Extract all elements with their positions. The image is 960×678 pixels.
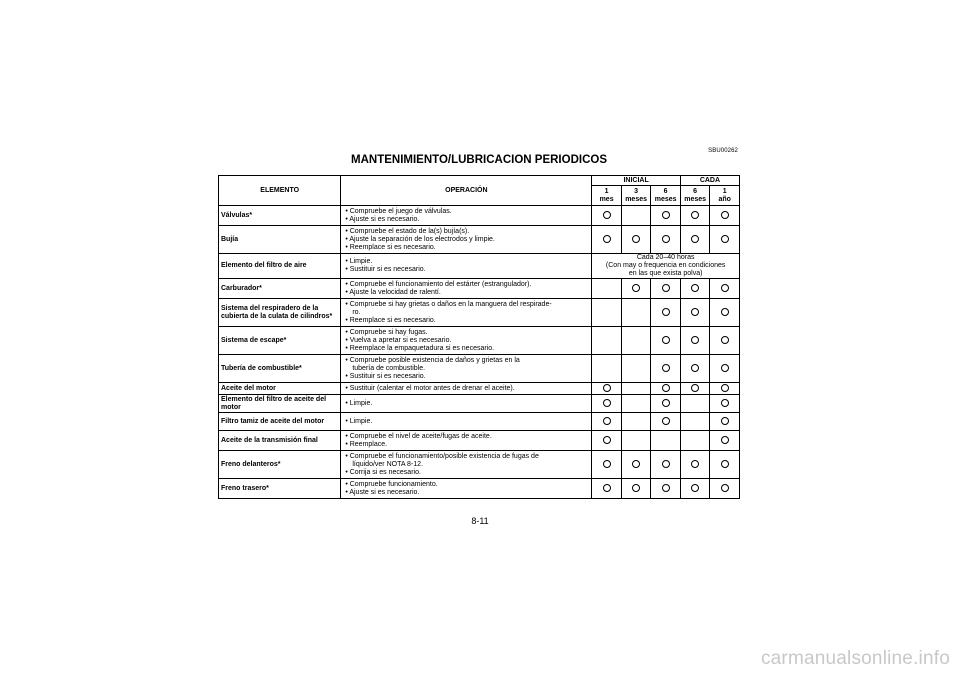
operation-line: • Reemplace si es necesario.: [345, 316, 436, 324]
table-row: [219, 479, 740, 499]
row-elemento: Elemento del filtro de aire: [219, 254, 341, 279]
schedule-cell: [651, 383, 681, 395]
schedule-cell: [651, 206, 681, 226]
row-operacion: [341, 327, 592, 355]
schedule-cell: [680, 299, 710, 327]
circle-icon: [721, 417, 729, 425]
schedule-cell: [621, 355, 651, 383]
header-period: [651, 186, 681, 206]
schedule-cell: [592, 299, 622, 327]
operation-line: • Corrija si es necesario.: [345, 468, 421, 476]
schedule-cell: [621, 299, 651, 327]
schedule-cell: [651, 327, 681, 355]
period-number: 6: [663, 187, 668, 195]
schedule-cell: [710, 206, 740, 226]
circle-icon: [632, 284, 640, 292]
table-row: [219, 299, 740, 327]
circle-icon: [691, 384, 699, 392]
schedule-cell: [680, 451, 710, 479]
operation-line: • Compruebe el juego de válvulas.: [345, 207, 452, 215]
operation-line: • Reemplace la empaquetadura si es necesario.: [345, 344, 495, 352]
row-operacion: [341, 431, 592, 451]
table-body: [219, 206, 740, 499]
operation-line: • Limpie.: [345, 399, 373, 407]
schedule-cell: [621, 279, 651, 299]
circle-icon: [662, 308, 670, 316]
schedule-cell: [651, 479, 681, 499]
table-row: [219, 206, 740, 226]
header-inicial: INICIAL: [592, 176, 681, 186]
schedule-cell: [680, 431, 710, 451]
schedule-cell: [710, 327, 740, 355]
row-operacion: [341, 413, 592, 431]
operation-line: • Reemplace si es necesario.: [345, 243, 436, 251]
row-elemento: Aceite del motor: [219, 383, 341, 395]
circle-icon: [721, 308, 729, 316]
schedule-cell: [651, 279, 681, 299]
operation-line: • Ajuste si es necesario.: [345, 215, 420, 223]
schedule-cell: [710, 355, 740, 383]
schedule-cell: [621, 383, 651, 395]
circle-icon: [721, 484, 729, 492]
schedule-cell: [621, 431, 651, 451]
circle-icon: [662, 384, 670, 392]
schedule-cell: [592, 451, 622, 479]
table-row: [219, 355, 740, 383]
header-period: [680, 186, 710, 206]
circle-icon: [603, 436, 611, 444]
circle-icon: [662, 399, 670, 407]
circle-icon: [603, 417, 611, 425]
operation-line: • Compruebe el funcionamiento del estárter (estrangulador).: [345, 280, 532, 288]
schedule-cell: [621, 395, 651, 413]
table-row: [219, 451, 740, 479]
row-elemento: Freno delanteros*: [219, 451, 341, 479]
table-row: [219, 279, 740, 299]
circle-icon: [662, 484, 670, 492]
row-operacion: [341, 479, 592, 499]
circle-icon: [721, 364, 729, 372]
circle-icon: [691, 211, 699, 219]
operation-line: • Sustituir si es necesario.: [345, 372, 426, 380]
page-number: 8-11: [471, 516, 489, 526]
row-elemento: Tubería de combustible*: [219, 355, 341, 383]
header-period: [592, 186, 622, 206]
circle-icon: [691, 308, 699, 316]
row-elemento: Bujía: [219, 226, 341, 254]
schedule-cell: [592, 383, 622, 395]
row-operacion: [341, 226, 592, 254]
circle-icon: [603, 399, 611, 407]
schedule-cell: [592, 327, 622, 355]
schedule-cell: [651, 299, 681, 327]
schedule-cell: [710, 431, 740, 451]
circle-icon: [632, 484, 640, 492]
schedule-cell: [710, 413, 740, 431]
operation-line: • Compruebe el funcionamiento/posible existencia de fugas de: [345, 452, 539, 460]
operation-line: • Ajuste la velocidad de ralentí.: [345, 288, 441, 296]
schedule-cell: [651, 451, 681, 479]
circle-icon: [691, 336, 699, 344]
schedule-cell: [651, 355, 681, 383]
schedule-cell: [651, 413, 681, 431]
circle-icon: [721, 284, 729, 292]
circle-icon: [721, 399, 729, 407]
circle-icon: [662, 235, 670, 243]
row-operacion: [341, 299, 592, 327]
maintenance-table: [218, 175, 740, 499]
header-operacion: OPERACIÓN: [341, 176, 592, 206]
operation-line: • Ajuste la separación de los electrodos y limpie.: [345, 235, 495, 243]
row-operacion: [341, 355, 592, 383]
period-unit: mes: [599, 195, 614, 203]
schedule-cell: [710, 279, 740, 299]
row-elemento: Carburador*: [219, 279, 341, 299]
schedule-cell: [621, 226, 651, 254]
operation-line: ro.: [352, 308, 361, 316]
header-elemento: ELEMENTO: [219, 176, 341, 206]
schedule-cell: [621, 451, 651, 479]
page-title: MANTENIMIENTO/LUBRICACION PERIODICOS: [351, 154, 607, 166]
schedule-cell: [651, 395, 681, 413]
schedule-cell: [680, 355, 710, 383]
table-row: [219, 226, 740, 254]
circle-icon: [603, 235, 611, 243]
operation-line: • Limpie.: [345, 258, 373, 265]
row-operacion: [341, 254, 592, 279]
circle-icon: [662, 336, 670, 344]
operation-line: • Compruebe posible existencia de daños y grietas en la: [345, 356, 520, 364]
period-number: 3: [634, 187, 639, 195]
circle-icon: [603, 460, 611, 468]
circle-icon: [721, 235, 729, 243]
circle-icon: [721, 436, 729, 444]
schedule-cell: [680, 479, 710, 499]
header-period: [621, 186, 651, 206]
row-elemento: Filtro tamiz de aceite del motor: [219, 413, 341, 431]
row-operacion: [341, 206, 592, 226]
period-number: 6: [693, 187, 698, 195]
schedule-cell: [592, 431, 622, 451]
schedule-cell: [680, 327, 710, 355]
schedule-cell: [710, 226, 740, 254]
operation-line: tubería de combustible.: [352, 364, 426, 372]
circle-icon: [662, 417, 670, 425]
schedule-cell: [621, 327, 651, 355]
operation-line: • Limpie.: [345, 417, 373, 425]
schedule-cell: [680, 226, 710, 254]
circle-icon: [691, 235, 699, 243]
circle-icon: [662, 284, 670, 292]
circle-icon: [603, 211, 611, 219]
period-number: 1: [604, 187, 609, 195]
schedule-cell: [621, 479, 651, 499]
table-row: [219, 395, 740, 413]
operation-line: • Reemplace.: [345, 440, 388, 448]
schedule-cell: [592, 413, 622, 431]
operation-line: • Vuelva a apretar si es necesario.: [345, 336, 452, 344]
header-period: [710, 186, 740, 206]
period-unit: meses: [654, 195, 677, 203]
schedule-cell: [592, 355, 622, 383]
table-row: [219, 383, 740, 395]
circle-icon: [691, 284, 699, 292]
circle-icon: [662, 364, 670, 372]
circle-icon: [721, 336, 729, 344]
row-operacion: [341, 451, 592, 479]
schedule-cell: [592, 395, 622, 413]
schedule-cell: [651, 226, 681, 254]
operation-line: • Sustituir si es necesario.: [345, 266, 426, 273]
schedule-cell: [710, 451, 740, 479]
schedule-cell: [621, 413, 651, 431]
period-unit: meses: [625, 195, 647, 203]
row-operacion: [341, 279, 592, 299]
operation-line: • Compruebe funcionamiento.: [345, 480, 438, 488]
row-operacion: [341, 383, 592, 395]
circle-icon: [662, 211, 670, 219]
circle-icon: [691, 484, 699, 492]
schedule-cell: [680, 413, 710, 431]
row-elemento: Sistema de escape*: [219, 327, 341, 355]
circle-icon: [632, 235, 640, 243]
table-row: [219, 431, 740, 451]
schedule-cell: [680, 383, 710, 395]
row-elemento: Elemento del filtro de aceite del motor: [219, 395, 341, 413]
schedule-cell: [710, 383, 740, 395]
circle-icon: [721, 460, 729, 468]
operation-line: • Ajuste si es necesario.: [345, 488, 420, 496]
schedule-cell: [710, 395, 740, 413]
circle-icon: [691, 364, 699, 372]
schedule-cell: [680, 279, 710, 299]
operation-line: • Compruebe el estado de la(s) bujía(s).: [345, 227, 470, 235]
circle-icon: [603, 384, 611, 392]
schedule-cell: [592, 226, 622, 254]
circle-icon: [691, 460, 699, 468]
schedule-cell: [592, 479, 622, 499]
note-line: Cada 20–40 horas: [636, 254, 695, 261]
period-number: 1: [722, 187, 727, 195]
schedule-cell: [680, 206, 710, 226]
watermark: carmanualsonline.info: [760, 648, 950, 669]
schedule-cell: [680, 395, 710, 413]
row-elemento: Válvulas*: [219, 206, 341, 226]
schedule-cell: [592, 279, 622, 299]
row-operacion: [341, 395, 592, 413]
row-elemento: Sistema del respiradero de la cubierta de la culata de cilindros*: [219, 299, 341, 327]
circle-icon: [632, 460, 640, 468]
header-cada: CADA: [680, 176, 739, 186]
schedule-cell: [710, 299, 740, 327]
row-elemento: Aceite de la transmisión final: [219, 431, 341, 451]
schedule-cell: [651, 431, 681, 451]
schedule-cell: [592, 206, 622, 226]
circle-icon: [721, 384, 729, 392]
document-code: SBU00262: [708, 148, 738, 154]
operation-line: líquido/ver NOTA 8-12.: [352, 460, 424, 468]
note-line: (Con may o frequencia en condiciones: [605, 262, 726, 269]
schedule-cell: [710, 479, 740, 499]
operation-line: • Sustituir (calentar el motor antes de drenar el aceite).: [345, 384, 515, 392]
schedule-cell: [621, 206, 651, 226]
circle-icon: [721, 211, 729, 219]
period-unit: año: [718, 195, 731, 203]
circle-icon: [603, 484, 611, 492]
table-row: [219, 254, 740, 279]
note-line: en las que exista polva): [628, 270, 703, 277]
operation-line: • Compruebe si hay grietas o daños en la manguera del respirade-: [345, 300, 552, 308]
table-row: [219, 413, 740, 431]
circle-icon: [662, 460, 670, 468]
operation-line: • Compruebe si hay fugas.: [345, 328, 428, 336]
operation-line: • Compruebe el nivel de aceite/fugas de aceite.: [345, 432, 492, 440]
interval-note: [592, 254, 740, 279]
table-row: [219, 327, 740, 355]
period-unit: meses: [684, 195, 707, 203]
row-elemento: Freno trasero*: [219, 479, 341, 499]
